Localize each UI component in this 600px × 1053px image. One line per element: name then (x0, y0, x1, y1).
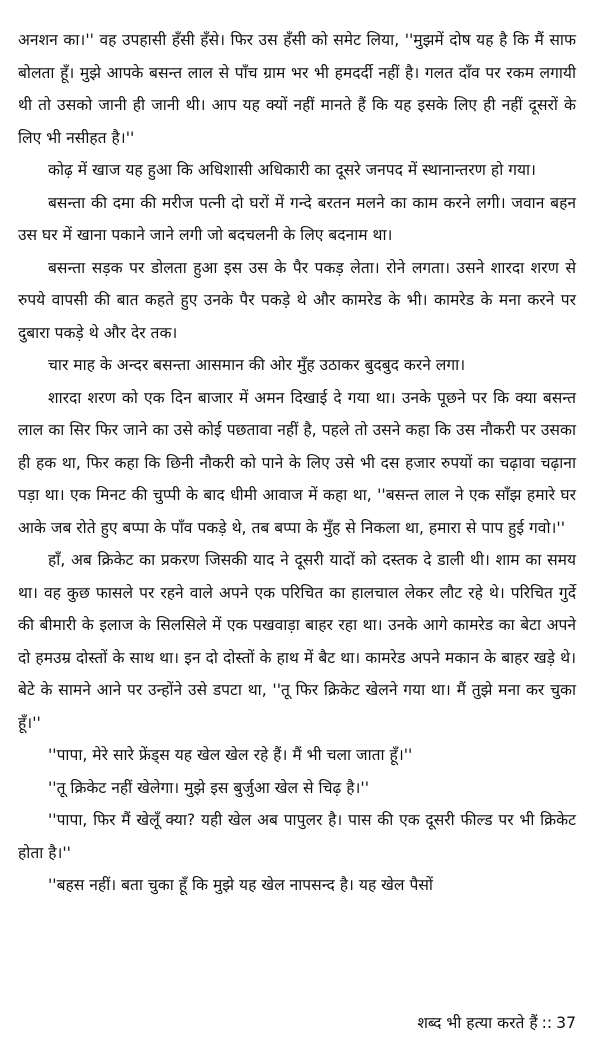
paragraph-6: शारदा शरण को एक दिन बाजार में अमन दिखाई दे गया था। उनके पूछने पर कि क्या बसन्त लाल का सिर फिर जाने का उसे कोई पछतावा नहीं है, पहले तो उसने कहा कि उस नौकरी पर उसका ही हक था, फिर कहा कि छिनी नौकरी को पाने के लिए उसे भी दस हजार रुपयों का चढ़ावा चढ़ाना पड़ा था। एक मिनट की चुप्पी के बाद धीमी आवाज में कहा था, ''बसन्त लाल ने एक साँझ हमारे घर आके जब रोते हुए बप्पा के पाँव पकड़े थे, तब बप्पा के मुँह से निकला था, हमारा से पाप हुई गवो।'' (18, 388, 576, 537)
paragraph-7: हाँ, अब क्रिकेट का प्रकरण जिसकी याद ने दूसरी यादों को दस्तक दे डाली थी। शाम का समय था। वह कुछ फासले पर रहने वाले अपने एक परिचित का हालचाल लेकर लौट रहे थे। परिचित गुर्दे की बीमारी के इलाज के सिलसिले में एक पखवाड़ा बाहर रहा था। उनके आगे कामरेड का बेटा अपने दो हमउम्र दोस्तों के साथ था। इन दो दोस्तों के हाथ में बैट था। कामरेड अपने मकान के बाहर खड़े थे। बेटे के सामने आने पर उन्होंने उसे डपटा था, ''तू फिर क्रिकेट खेलने गया था। मैं तुझे मना कर चुका हूँ।'' (18, 551, 576, 732)
body-text (18, 24, 576, 902)
paragraph-3: बसन्ता की दमा की मरीज पत्नी दो घरों में गन्दे बरतन मलने का काम करने लगी। जवान बहन उस घर में खाना पकाने जाने लगी जो बदचलनी के लिए बदनाम था। (18, 193, 576, 244)
page-number: 37 (556, 1014, 576, 1032)
paragraph-5: चार माह के अन्दर बसन्ता आसमान की ओर मुँह उठाकर बुदबुद करने लगा। (48, 356, 466, 374)
paragraph-11: ''बहस नहीं। बता चुका हूँ कि मुझे यह खेल नापसन्द है। यह खेल पैसों (48, 876, 433, 894)
running-title: शब्द भी हत्या करते हैं (417, 1014, 538, 1032)
paragraph-9: ''तू क्रिकेट नहीं खेलेगा। मुझे इस बुर्जुआ खेल से चिढ़ है।'' (48, 778, 369, 797)
paragraph-1: अनशन का।'' वह उपहासी हँसी हँसे। फिर उस हँसी को समेट लिया, ''मुझमें दोष यह है कि मैं साफ बोलता हूँ। मुझे आपके बसन्त लाल से पाँच ग्राम भर भी हमदर्दी नहीं है। गलत दाँव पर रकम लगायी थी तो उसको जानी ही जानी थी। आप यह क्यों नहीं मानते हैं कि यह इसके लिए ही नहीं दूसरों के लिए भी नसीहत है।'' (18, 31, 576, 147)
paragraph-10: ''पापा, फिर मैं खेलूँ क्या? यही खेल अब पापुलर है। पास की एक दूसरी फील्ड पर भी क्रिकेट होता है।'' (18, 811, 576, 862)
footer-separator: :: (541, 1014, 553, 1032)
page-footer (417, 1011, 576, 1035)
paragraph-2: कोढ़ में खाज यह हुआ कि अधिशासी अधिकारी का दूसरे जनपद में स्थानान्तरण हो गया। (48, 161, 536, 179)
paragraph-4: बसन्ता सड़क पर डोलता हुआ इस उस के पैर पकड़ लेता। रोने लगता। उसने शारदा शरण से रुपये वापसी की बात कहते हुए उनके पैर पकड़े थे और कामरेड के भी। कामरेड के मना करने पर दुबारा पकड़े थे और देर तक। (18, 258, 576, 342)
paragraph-8: ''पापा, मेरे सारे फ्रेंड्स यह खेल खेल रहे हैं। मैं भी चला जाता हूँ।'' (48, 746, 413, 764)
